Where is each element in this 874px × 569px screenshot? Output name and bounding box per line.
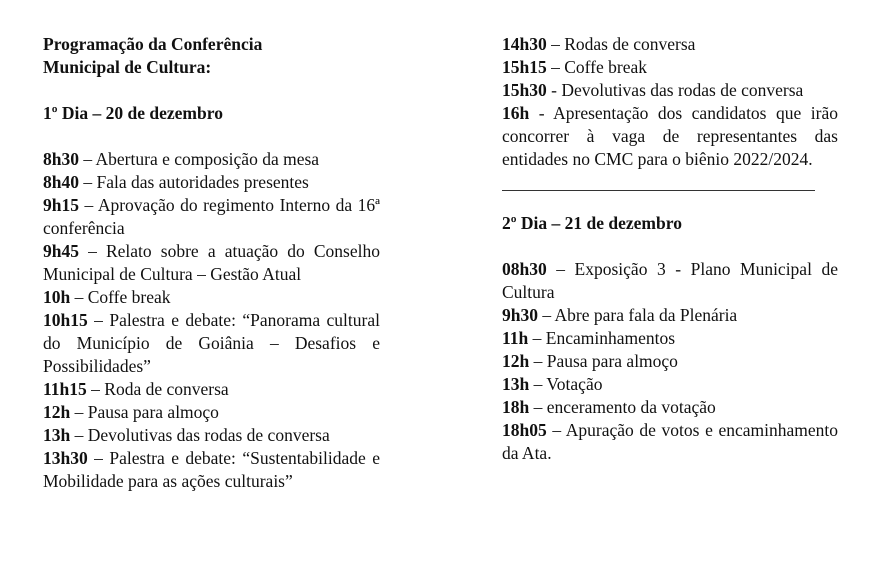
schedule-entry: 13h30 – Palestra e debate: “Sustentabilidade e Mobilidade para as ações culturais” [43, 448, 380, 491]
section-divider [502, 190, 815, 191]
schedule-entry: 11h – Encaminhamentos [502, 328, 676, 348]
schedule-entry: 18h – enceramento da votação [502, 397, 716, 417]
schedule-entry: 18h05 – Apuração de votos e encaminhamento da Ata. [502, 420, 838, 463]
schedule-entry: 15h30 - Devolutivas das rodas de conversa [502, 80, 804, 100]
schedule-entry: 9h45 – Relato sobre a atuação do Conselho Municipal de Cultura – Gestão Atual [43, 241, 380, 284]
day2-heading: 2º Dia – 21 de dezembro [502, 213, 682, 233]
schedule-entry: 8h30 – Abertura e composição da mesa [43, 149, 320, 169]
schedule-entry: 15h15 – Coffe break [502, 57, 648, 77]
document-title-line2: Municipal de Cultura: [43, 57, 212, 77]
schedule-entry: 9h15 – Aprovação do regimento Interno da 16ª conferência [43, 195, 380, 238]
schedule-entry: 10h15 – Palestra e debate: “Panorama cultural do Município de Goiânia – Desafios e Possibilidades” [43, 310, 380, 376]
schedule-entry: 11h15 – Roda de conversa [43, 379, 229, 399]
schedule-entry: 16h - Apresentação dos candidatos que irão concorrer à vaga de representantes das entidades no CMC para o biênio 2022/2024. [502, 103, 838, 169]
schedule-entry: 12h – Pausa para almoço [43, 402, 219, 422]
schedule-entry: 13h – Votação [502, 374, 603, 394]
schedule-entry: 8h40 – Fala das autoridades presentes [43, 172, 309, 192]
right-column [502, 33, 838, 465]
schedule-entry: 08h30 – Exposição 3 - Plano Municipal de Cultura [502, 259, 838, 302]
schedule-entry: 12h – Pausa para almoço [502, 351, 678, 371]
schedule-entry: 10h – Coffe break [43, 287, 171, 307]
day1-heading: 1º Dia – 20 de dezembro [43, 103, 223, 123]
schedule-entry: 13h – Devolutivas das rodas de conversa [43, 425, 330, 445]
document-title-line1: Programação da Conferência [43, 34, 263, 54]
schedule-entry: 14h30 – Rodas de conversa [502, 34, 696, 54]
schedule-entry: 9h30 – Abre para fala da Plenária [502, 305, 738, 325]
left-column [43, 33, 380, 493]
